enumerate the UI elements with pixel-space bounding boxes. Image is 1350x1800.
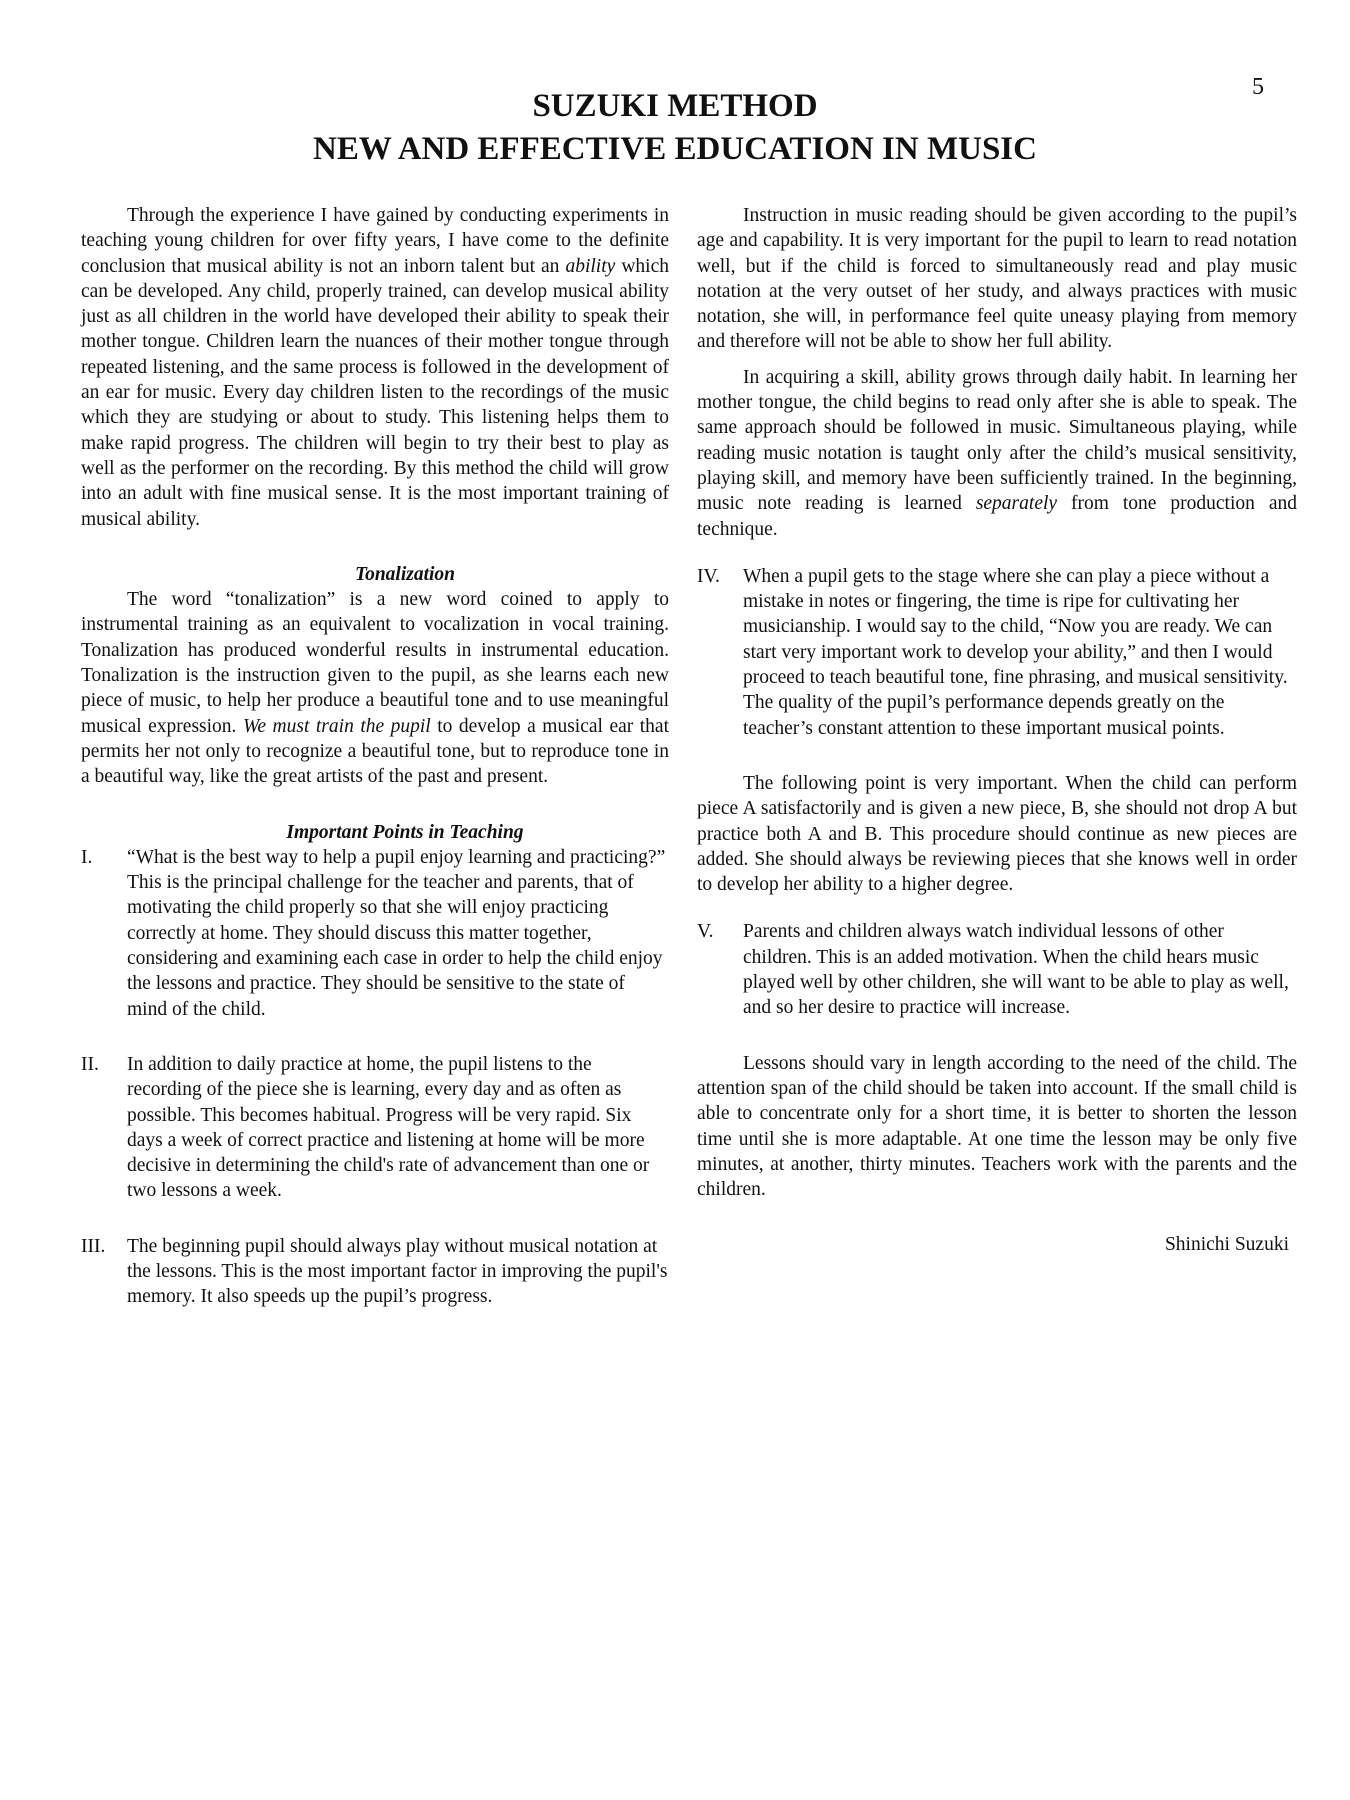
skill-text-a: In acquiring a skill, ability grows through daily habit. In learning her mother tongue, the child begins to read only after she is able to speak. The same approach should be followed in music. Simultaneous playing, while reading music notation is taught only after the child’s musical sensitivity, playing skill, and memory have been sufficiently trained. In the beginning, music note reading is learned xyxy=(697,366,1297,515)
tonalization-emphasis: We must train the pupil xyxy=(242,715,431,737)
point-number: I. xyxy=(81,846,93,868)
point-item xyxy=(81,1234,669,1310)
point-number: II. xyxy=(81,1053,99,1075)
tonalization-paragraph xyxy=(81,587,669,789)
intro-emphasis: ability xyxy=(565,255,616,277)
point-text: In addition to daily practice at home, the pupil listens to the recording of the piece she is learning, every day and as often as possible. This becomes habitual. Progress will be very rapid. Six days a week of correct practice and listening at home will be more decisive in determining the child's rate of advancement than one or two lessons a week. xyxy=(127,1053,650,1202)
point-text-part: The quality of the pupil’s performance depends greatly on the teacher’s constant attention to these important musical points. xyxy=(743,692,1225,739)
skill-emphasis: separately xyxy=(975,493,1058,515)
points-heading: Important Points in Teaching xyxy=(286,821,524,843)
page-title xyxy=(0,86,1350,169)
page-number: 5 xyxy=(1252,74,1264,100)
tonalization-text-b: to develop a musical ear that permits her not only to recognize a beautiful tone, but to reproduce tone in a beautiful way, like the great artists of the past and present. xyxy=(81,715,669,788)
right-column xyxy=(697,203,1297,1258)
point-text: The beginning pupil should always play without musical notation at the lessons. This is the most important factor in improving the pupil's memory. It also speeds up the pupil’s progress. xyxy=(127,1235,668,1308)
left-column xyxy=(81,203,669,1310)
intro-paragraph xyxy=(81,203,669,532)
point-text: “What is the best way to help a pupil enjoy learning and practicing?” This is the principal challenge for the teacher and parents, that of motivating the child properly so that she will enjoy practicing correctly at home. They should discuss this matter together, considering and examining each case in order to help the child enjoy the lessons and practice. They should be sensitive to the state of mind of the child. xyxy=(127,846,666,1020)
point-item xyxy=(81,845,669,1022)
skill-paragraph xyxy=(697,365,1297,542)
intro-text-b: which can be developed. Any child, properly trained, can develop musical ability just as all children in the world have developed their ability to speak their mother tongue. Children learn the nuances of their mother tongue through repeated listening, and the same process is followed in the development of an ear for music. Every day children listen to the recordings of the music which they are studying or about to study. This listening helps them to make rapid progress. The children will begin to try their best to play as well as the performer on the recording. By this method the child will grow into an adult with fine musical sense. It is the most important training of musical ability. xyxy=(81,255,669,530)
skill-text-b: from tone production and technique. xyxy=(697,493,1297,540)
point-number: III. xyxy=(81,1235,106,1257)
point-item xyxy=(81,1052,669,1204)
point-number: IV. xyxy=(697,565,720,587)
reading-paragraph: Instruction in music reading should be given according to the pupil’s age and capability. It is very important for the pupil to learn to read notation well, but if the child is forced to simultaneously read and play music notation at the very outset of her study, and always practices with music notation, she will, in performance feel quite uneasy playing from memory and therefore will not be able to show her full ability. xyxy=(697,205,1297,353)
intro-text-a: Through the experience I have gained by conducting experiments in teaching young children for over fifty years, I have come to the definite conclusion that musical ability is not an inborn talent but an xyxy=(81,205,669,277)
point-item xyxy=(697,919,1297,1020)
point-number: V. xyxy=(697,921,714,943)
review-paragraph: The following point is very important. When the child can perform piece A satisfactorily and is given a new piece, B, she should not drop A but practice both A and B. This procedure should continue as new pieces are added. She should always be reviewing pieces that she knows well in order to develop her ability to a higher degree. xyxy=(697,772,1297,896)
title-line-2: NEW AND EFFECTIVE EDUCATION IN MUSIC xyxy=(313,131,1037,167)
signature: Shinichi Suzuki xyxy=(1164,1234,1289,1256)
lesson-length-paragraph: Lessons should vary in length according to the need of the child. The attention span of the child should be taken into account. If the small child is able to concentrate only for a short time, it is better to shorten the lesson time until she is more adaptable. At one time the lesson may be only five minutes, at another, thirty minutes. Teachers work with the parents and the children. xyxy=(697,1052,1297,1201)
point-text: Parents and children always watch individual lessons of other children. This is an added motivation. When the child hears music played well by other children, she will want to be able to play as well, and so her desire to practice will increase. xyxy=(743,921,1289,1019)
point-item xyxy=(697,564,1297,741)
title-line-1: SUZUKI METHOD xyxy=(532,88,818,124)
tonalization-text-a: The word “tonalization” is a new word coined to apply to instrumental training as an equivalent to vocalization in vocal training. Tonalization has produced wonderful results in instrumental education. Tonalization is the instruction given to the pupil, as she learns each new piece of music, to help her produce a beautiful tone and to use meaningful musical expression. xyxy=(81,589,669,737)
point-text-part: When a pupil gets to the stage where she can play a piece without a mistake in notes or fingering, the time is ripe for cultivating her musicianship. I would say to the child, “Now you are ready. We can start very important work to develop your ability,” and then I would proceed to teach beautiful tone, fine phrasing, and musical sensitivity. xyxy=(743,565,1288,689)
point-text xyxy=(743,564,1297,741)
tonalization-heading: Tonalization xyxy=(354,563,456,585)
